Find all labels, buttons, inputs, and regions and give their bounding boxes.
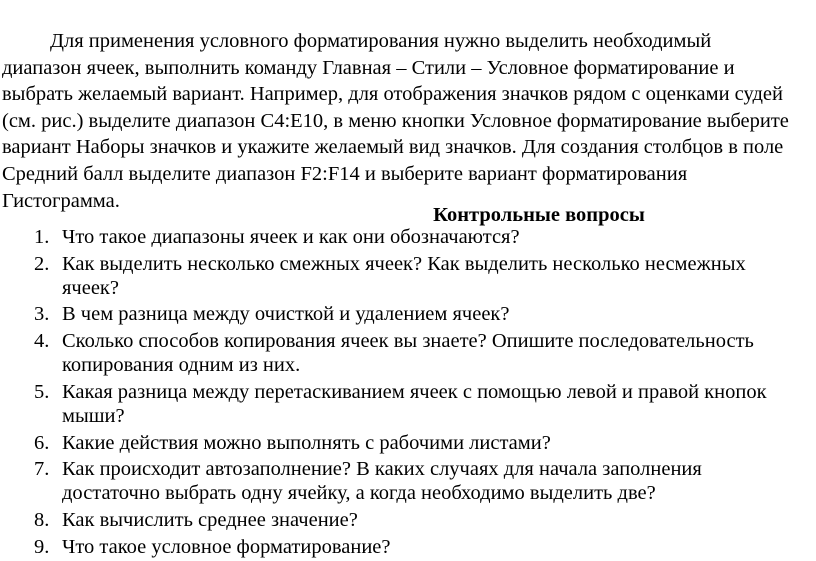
question-text: Сколько способов копирования ячеек вы знаете? Опишите последовательность копирования одним из них. (62, 329, 754, 377)
question-item (0, 252, 790, 300)
question-number: 9. (34, 535, 50, 558)
question-item (0, 302, 790, 326)
question-number: 3. (34, 303, 50, 326)
question-item (0, 508, 790, 532)
question-text: Как вычислить среднее значение? (62, 508, 358, 531)
question-item (0, 329, 790, 377)
question-item (0, 380, 790, 428)
question-text: Что такое диапазоны ячеек и как они обозначаются? (62, 226, 520, 248)
question-item (0, 225, 790, 249)
question-number: 4. (34, 329, 50, 352)
question-number: 5. (34, 380, 50, 403)
question-text: Какие действия можно выполнять с рабочими листами? (62, 431, 551, 454)
question-item (0, 431, 790, 455)
question-number: 2. (34, 252, 50, 275)
question-number: 6. (34, 431, 50, 454)
question-text: В чем разница между очисткой и удалением ячеек? (62, 303, 510, 326)
question-item (0, 457, 790, 505)
question-number: 1. (34, 226, 50, 248)
question-text: Какая разница между перетаскиванием ячеек с помощью левой и правой кнопок мыши? (62, 380, 767, 427)
section-heading: Контрольные вопросы (433, 204, 645, 226)
questions-list (0, 225, 790, 561)
question-number: 8. (34, 508, 50, 531)
question-text: Как выделить несколько смежных ячеек? Как выделить несколько несмежных ячеек? (62, 252, 746, 299)
question-number: 7. (34, 458, 50, 481)
question-item (0, 535, 790, 559)
question-text: Как происходит автозаполнение? В каких случаях для начала заполнения достаточно выбрать одну ячейку, а когда необходимо выделить две? (62, 458, 702, 505)
question-text: Что такое условное форматирование? (62, 535, 391, 558)
body-paragraph: Для применения условного форматирования нужно выделить необходимый диапазон ячеек, выполнить команду Главная – Стили – Условное форматирование и выбрать желаемый вариант. Например, для отображения значков рядом с оценками судей (см. рис.) выделите диапазон C4:E10, в меню кнопки Условное форматирование выберите вариант Наборы значков и укажите желаемый вид значков. Для создания столбцов в поле Средний балл выделите диапазон F2:F14 и выберите вариант форматирования Гистограмма. (2, 30, 789, 212)
